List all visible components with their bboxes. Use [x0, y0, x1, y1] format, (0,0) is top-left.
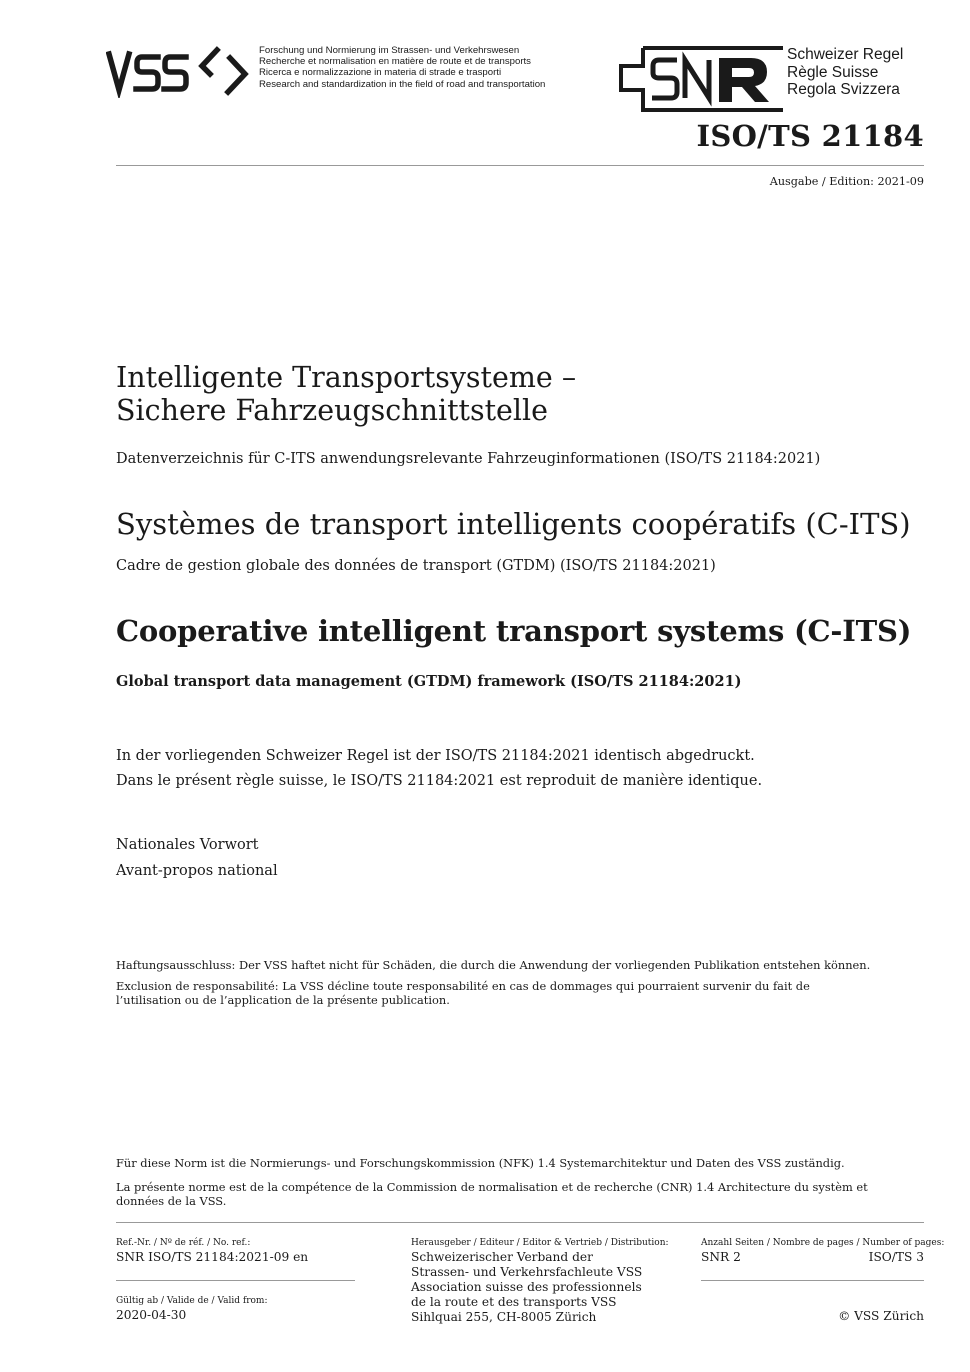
vss-tagline-en: Research and standardization in the field of road and transportation: [259, 78, 546, 90]
publisher-line-3: Association suisse des professionnels: [411, 1280, 642, 1294]
pages-divider: [701, 1280, 924, 1281]
vss-taglines: [259, 45, 545, 90]
disclaimer-fr: Exclusion de responsabilité: La VSS décline toute responsabilité en cas de dommages qui pourraient survenir du fait de l’utilisation ou de l’application de la présente publication.: [116, 979, 810, 1008]
pages-snr: SNR 2: [701, 1250, 741, 1264]
title-french: Systèmes de transport intelligents coopératifs (C-ITS): [116, 507, 911, 541]
title-german-line-2: Sichere Fahrzeugschnittstelle: [116, 394, 549, 427]
valid-from-value: 2020-04-30: [116, 1308, 187, 1322]
subtitle-english: Global transport data management (GTDM) framework (ISO/TS 21184:2021): [116, 673, 742, 690]
standard-number: ISO/TS 21184: [696, 119, 924, 153]
valid-from-label: Gültig ab / Valide de / Valid from:: [116, 1296, 268, 1306]
vss-logo: [106, 46, 251, 98]
publisher-address: [411, 1250, 642, 1325]
pages-label: Anzahl Seiten / Nombre de pages / Number of pages:: [701, 1238, 945, 1248]
reference-label: Ref.-Nr. / Nº de réf. / No. ref.:: [116, 1238, 251, 1248]
national-foreword-fr: Avant-propos national: [116, 863, 278, 879]
reference-value: SNR ISO/TS 21184:2021-09 en: [116, 1250, 309, 1264]
subtitle-german: Datenverzeichnis für C-ITS anwendungsrelevante Fahrzeuginformationen (ISO/TS 21184:2021): [116, 451, 821, 467]
title-german-line-1: Intelligente Transportsysteme –: [116, 361, 577, 394]
vss-tagline-fr: Recherche et normalisation en matière de route et de transports: [259, 56, 531, 68]
publisher-line-1: Schweizerischer Verband der: [411, 1250, 593, 1264]
snr-tagline-fr: Règle Suisse: [787, 63, 879, 81]
reference-divider: [116, 1280, 355, 1281]
competence-fr: La présente norme est de la compétence de la Commission de normalisation et de recherche (CNR) 1.4 Architecture du systèm et données de la VSS.: [116, 1180, 868, 1209]
snr-tagline-it: Regola Svizzera: [787, 81, 900, 99]
snr-taglines: [787, 46, 903, 99]
footer-divider: [116, 1222, 924, 1223]
identical-statement-de: In der vorliegenden Schweizer Regel ist der ISO/TS 21184:2021 identisch abgedruckt.: [116, 748, 755, 764]
identical-statement-fr: Dans le présent règle suisse, le ISO/TS 21184:2021 est reproduit de manière identique.: [116, 773, 763, 789]
national-foreword-de: Nationales Vorwort: [116, 837, 259, 853]
disclaimer-de: Haftungsausschluss: Der VSS haftet nicht für Schäden, die durch die Anwendung der vorliegenden Publikation entstehen können.: [116, 958, 871, 972]
copyright: © VSS Zürich: [838, 1309, 924, 1323]
vss-tagline-de: Forschung und Normierung im Strassen- und Verkehrswesen: [259, 45, 520, 56]
vss-tagline-it: Ricerca e normalizzazione in materia di strade e trasporti: [259, 67, 502, 79]
publisher-label: Herausgeber / Editeur / Editor & Vertrieb / Distribution:: [411, 1238, 669, 1248]
title-english: Cooperative intelligent transport systems (C-ITS): [116, 614, 912, 648]
title-german: [116, 361, 576, 427]
publisher-line-5: Sihlquai 255, CH-8005 Zürich: [411, 1310, 597, 1324]
edition-date: Ausgabe / Edition: 2021-09: [769, 175, 924, 188]
competence-de: Für diese Norm ist die Normierungs- und Forschungskommission (NFK) 1.4 Systemarchitektur und Daten des VSS zuständig.: [116, 1156, 845, 1170]
snr-logo-mark: [619, 46, 785, 112]
publisher-line-4: de la route et des transports VSS: [411, 1295, 617, 1309]
pages-iso: ISO/TS 3: [868, 1250, 924, 1264]
vss-logo-mark: [106, 46, 251, 98]
subtitle-french: Cadre de gestion globale des données de transport (GTDM) (ISO/TS 21184:2021): [116, 558, 716, 574]
snr-tagline-de: Schweizer Regel: [787, 46, 904, 63]
header-divider: [116, 165, 924, 166]
publisher-line-2: Strassen- und Verkehrsfachleute VSS: [411, 1265, 643, 1279]
snr-logo: [619, 46, 785, 112]
